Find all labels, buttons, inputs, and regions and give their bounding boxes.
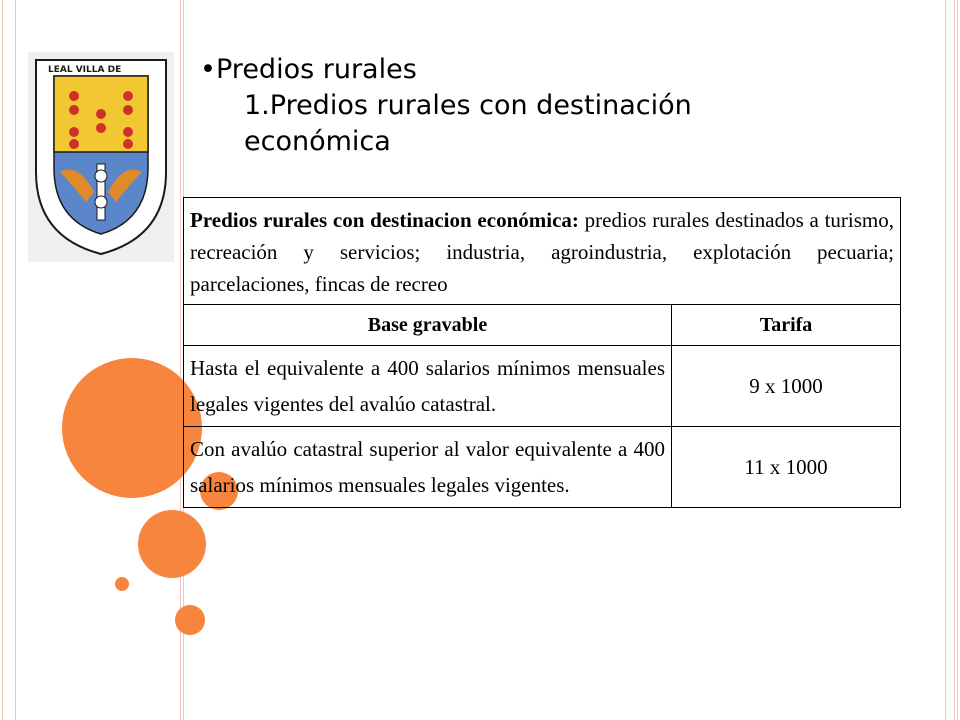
decorative-circle [138, 510, 206, 578]
right-border-line [957, 0, 958, 720]
decorative-circle [115, 577, 129, 591]
header-row [184, 305, 901, 346]
description-text: predios rurales destinados a turismo, recreación y servicios; industria, agroindustria, explotación pecuaria; parcelaciones, fincas de recreo [190, 208, 894, 296]
description-cell [184, 198, 901, 305]
tarifa-cell: 9 x 1000 [672, 346, 901, 427]
table-row [184, 427, 901, 508]
description-bold: Predios rurales con destinacion económica: [190, 208, 579, 232]
table-row [184, 346, 901, 427]
decorative-circle [62, 358, 202, 498]
base-cell: Hasta el equivalente a 400 salarios mínimos mensuales legales vigentes del avalúo catastral. [184, 346, 672, 427]
subtitle-line-2: económica [244, 126, 391, 157]
left-border-line [2, 0, 3, 720]
tarifa-cell: 11 x 1000 [672, 427, 901, 508]
slide-heading [200, 52, 900, 160]
description-row [184, 198, 901, 305]
left-border-line [15, 0, 16, 720]
header-tarifa: Tarifa [672, 305, 901, 346]
bullet-icon: • [200, 54, 216, 85]
subtitle-line-1: 1.Predios rurales con destinación [244, 90, 692, 121]
svg-text:LEAL VILLA DE: LEAL VILLA DE [48, 65, 122, 75]
header-base-gravable: Base gravable [184, 305, 672, 346]
bullet-title [200, 52, 900, 88]
title-text: Predios rurales [216, 54, 417, 85]
right-border-line [945, 0, 946, 720]
right-border-line [954, 0, 955, 720]
decorative-circle [175, 605, 205, 635]
coat-of-arms-emblem [28, 52, 174, 262]
base-cell: Con avalúo catastral superior al valor equivalente a 400 salarios mínimos mensuales legales vigentes. [184, 427, 672, 508]
coat-of-arms-icon [28, 52, 174, 262]
tax-rate-table [183, 197, 901, 508]
